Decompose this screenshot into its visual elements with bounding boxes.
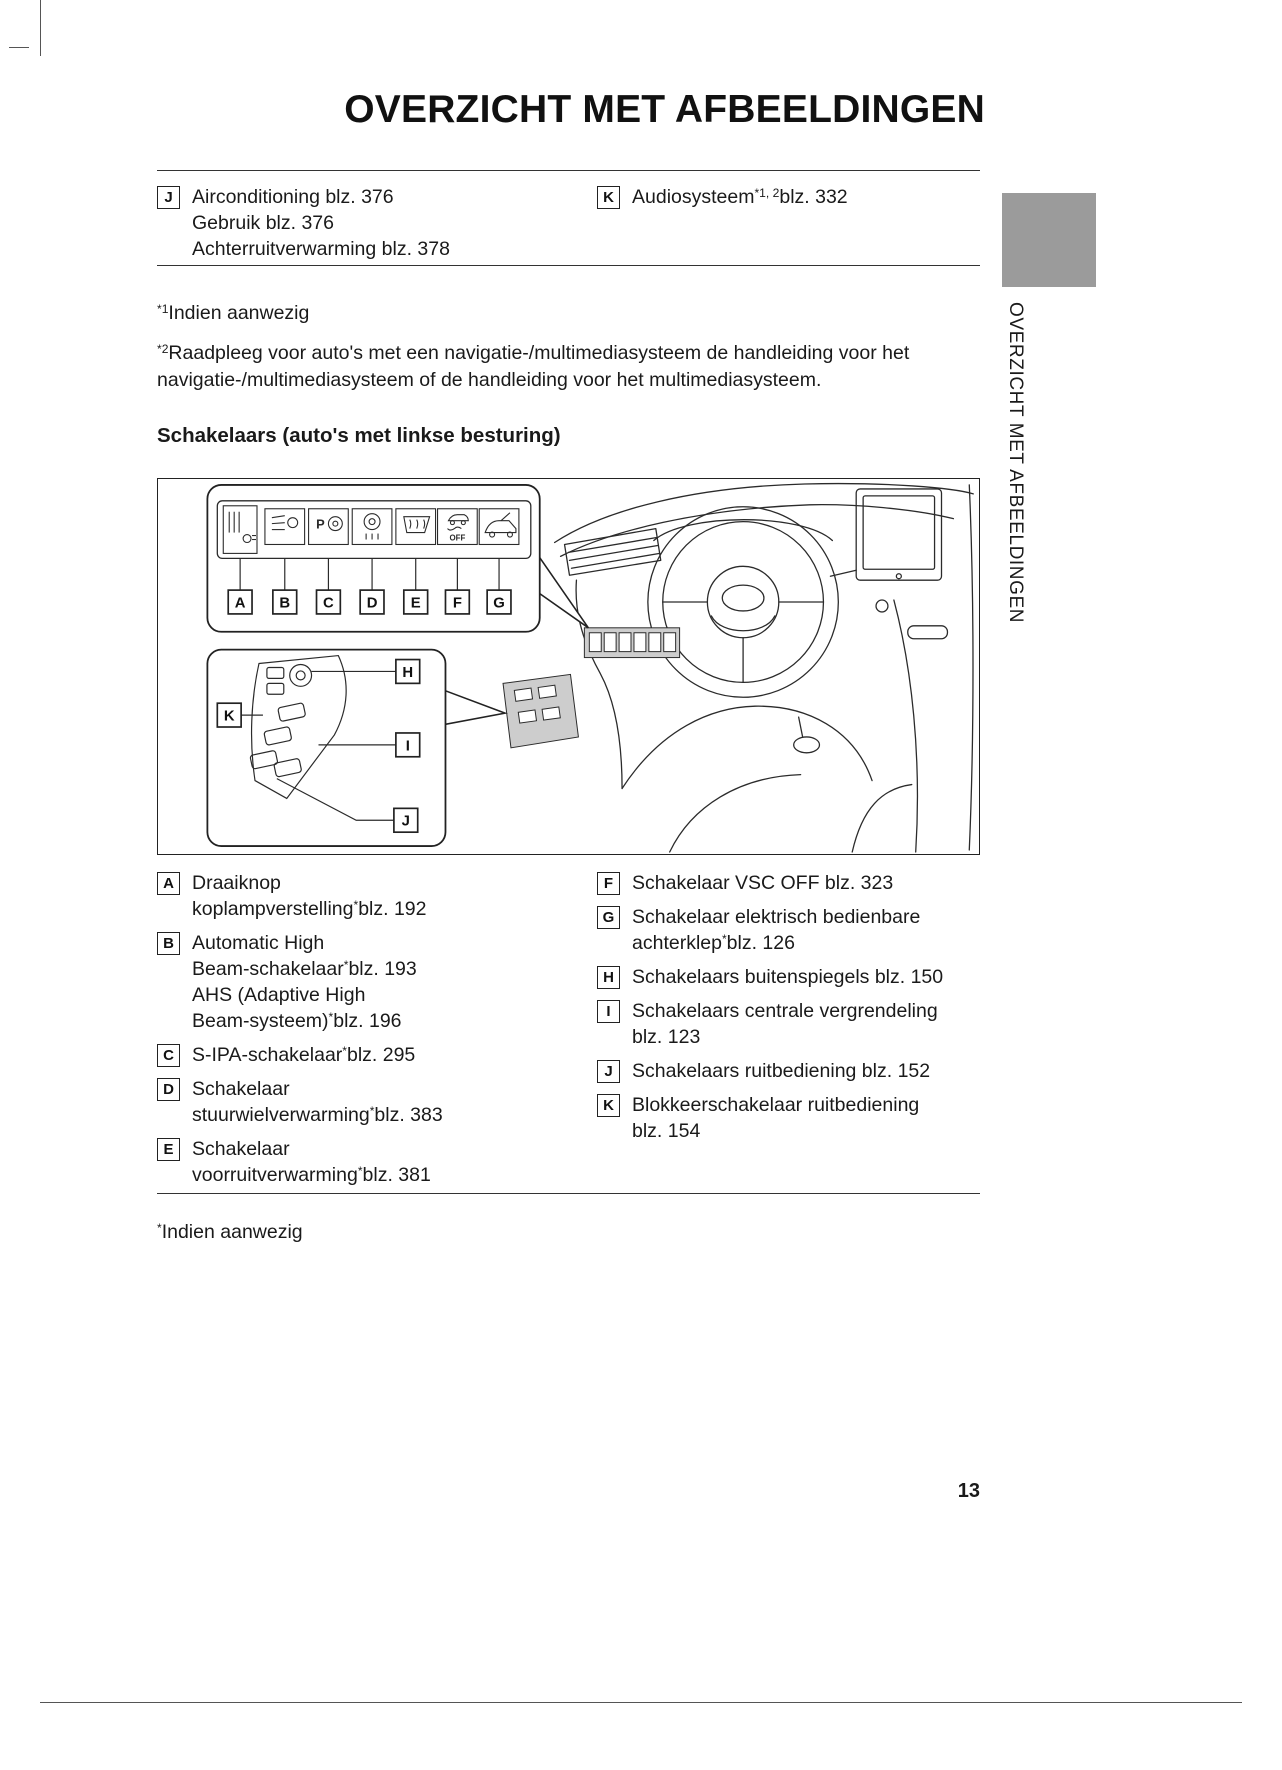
steering-hub <box>707 566 778 637</box>
legend-line: blz. 123 <box>632 1026 701 1048</box>
legend-line: Beam-systeem)*blz. 196 <box>192 1010 402 1032</box>
callout-a: A <box>234 595 246 612</box>
legend-line: Schakelaars centrale vergrendeling <box>632 1000 938 1022</box>
callout-c: C <box>323 595 334 612</box>
crop-mark-top-left-horizontal <box>9 47 29 48</box>
divider <box>157 1193 980 1194</box>
callout-e: E <box>410 595 421 612</box>
page-title: OVERZICHT MET AFBEELDINGEN <box>344 88 985 131</box>
switch-panel-callout <box>207 485 588 632</box>
callout-g: G <box>493 595 505 612</box>
trim-line-bottom <box>40 1702 1242 1703</box>
callout-label-k2: K <box>597 1094 620 1117</box>
legend-line: Schakelaar elektrisch bedienbare <box>632 906 921 928</box>
legend-line: Draaiknop <box>192 872 281 894</box>
shift-knob <box>794 737 820 753</box>
top-ref-left <box>157 184 587 262</box>
callout-label-j: J <box>157 186 180 209</box>
legend-line: Schakelaars buitenspiegels blz. 150 <box>632 966 944 988</box>
dashboard-line-art <box>555 484 974 852</box>
callout-label-f: F <box>597 872 620 895</box>
callout-k: K <box>223 708 235 725</box>
legend-right-column <box>597 870 983 1152</box>
legend-item-k <box>597 1092 983 1144</box>
callout-h: H <box>402 664 414 681</box>
switch-location-diagram <box>157 478 980 855</box>
legend-line: Schakelaars ruitbediening blz. 152 <box>632 1060 931 1082</box>
footnote-1: $^{*1}$Indien aanwezig <box>157 302 310 324</box>
page-number: 13 <box>957 1480 980 1502</box>
legend-item-d <box>157 1076 589 1128</box>
callout-i: I <box>405 738 410 755</box>
callout-j: J <box>401 813 410 830</box>
callout-b: B <box>279 595 291 612</box>
legend-left-column <box>157 870 589 1196</box>
bottom-footnote: *Indien aanwezig <box>157 1221 303 1243</box>
legend-line: achterklep*blz. 126 <box>632 932 795 954</box>
legend-line: Schakelaar <box>192 1138 290 1160</box>
legend-item-i <box>597 998 983 1050</box>
legend-item-h <box>597 964 983 990</box>
divider <box>157 265 980 266</box>
ref-line: Achterruitverwarming blz. 378 <box>192 238 450 260</box>
divider <box>157 170 980 171</box>
diagram-svg <box>158 479 978 853</box>
ref-line: Airconditioning blz. 376 <box>192 186 394 208</box>
ref-line: Gebruik blz. 376 <box>192 212 334 234</box>
top-ref-right <box>597 184 983 210</box>
legend-item-e <box>157 1136 589 1188</box>
callout-label-g: G <box>597 906 620 929</box>
svg-text:OFF: OFF <box>449 533 466 543</box>
section-heading: Schakelaars (auto's met linkse besturing) <box>157 424 561 447</box>
callout-label-i: I <box>597 1000 620 1023</box>
callout-label-k: K <box>597 186 620 209</box>
crop-mark-top-left-vertical <box>40 0 41 56</box>
legend-item-b <box>157 930 589 1034</box>
callout-label-d: D <box>157 1078 180 1101</box>
legend-line: koplampverstelling*blz. 192 <box>192 898 427 920</box>
legend-item-a <box>157 870 589 922</box>
callout-label-b: B <box>157 932 180 955</box>
chapter-tab-marker <box>1002 193 1096 287</box>
door-line <box>894 600 918 852</box>
door-panel-callout <box>207 650 505 846</box>
callout-label-h: H <box>597 966 620 989</box>
legend-line: Schakelaar <box>192 1078 290 1100</box>
legend-line: Automatic High <box>192 932 325 954</box>
legend-line: AHS (Adaptive High <box>192 984 366 1006</box>
chapter-sidebar-text: OVERZICHT MET AFBEELDINGEN <box>1005 302 1026 624</box>
callout-label-a: A <box>157 872 180 895</box>
legend-item-g <box>597 904 983 956</box>
legend-item-j <box>597 1058 983 1084</box>
legend-line: blz. 154 <box>632 1120 701 1142</box>
multimedia-screen <box>856 489 941 580</box>
console-line <box>622 706 872 788</box>
legend-line: Schakelaar VSC OFF blz. 323 <box>632 872 894 894</box>
legend-line: stuurwielverwarming*blz. 383 <box>192 1104 443 1126</box>
legend-line: S-IPA-schakelaar*blz. 295 <box>192 1044 416 1066</box>
door-switch-highlight <box>503 674 578 747</box>
legend-item-f <box>597 870 983 896</box>
callout-label-e: E <box>157 1138 180 1161</box>
callout-d: D <box>366 595 378 612</box>
legend-item-c <box>157 1042 589 1068</box>
door-handle <box>908 626 948 639</box>
footnote-2: $^{*2}$Raadpleeg voor auto's met een navigatie-/multimediasysteem de handleiding voor het navigatie-/multimediasysteem of de handleiding voor het multimediasysteem. <box>157 342 910 391</box>
ref-line: Audiosysteem$^{*1, 2}$blz. 332 <box>632 186 848 208</box>
dash-switch-strip-highlight <box>584 628 679 658</box>
legend-line: Beam-schakelaar*blz. 193 <box>192 958 417 980</box>
air-vent <box>565 529 661 576</box>
callout-label-c: C <box>157 1044 180 1067</box>
legend-line: Blokkeerschakelaar ruitbediening <box>632 1094 920 1116</box>
svg-text:P: P <box>316 516 325 532</box>
callout-f: F <box>452 595 462 612</box>
callout-label-j2: J <box>597 1060 620 1083</box>
legend-line: voorruitverwarming*blz. 381 <box>192 1164 431 1186</box>
